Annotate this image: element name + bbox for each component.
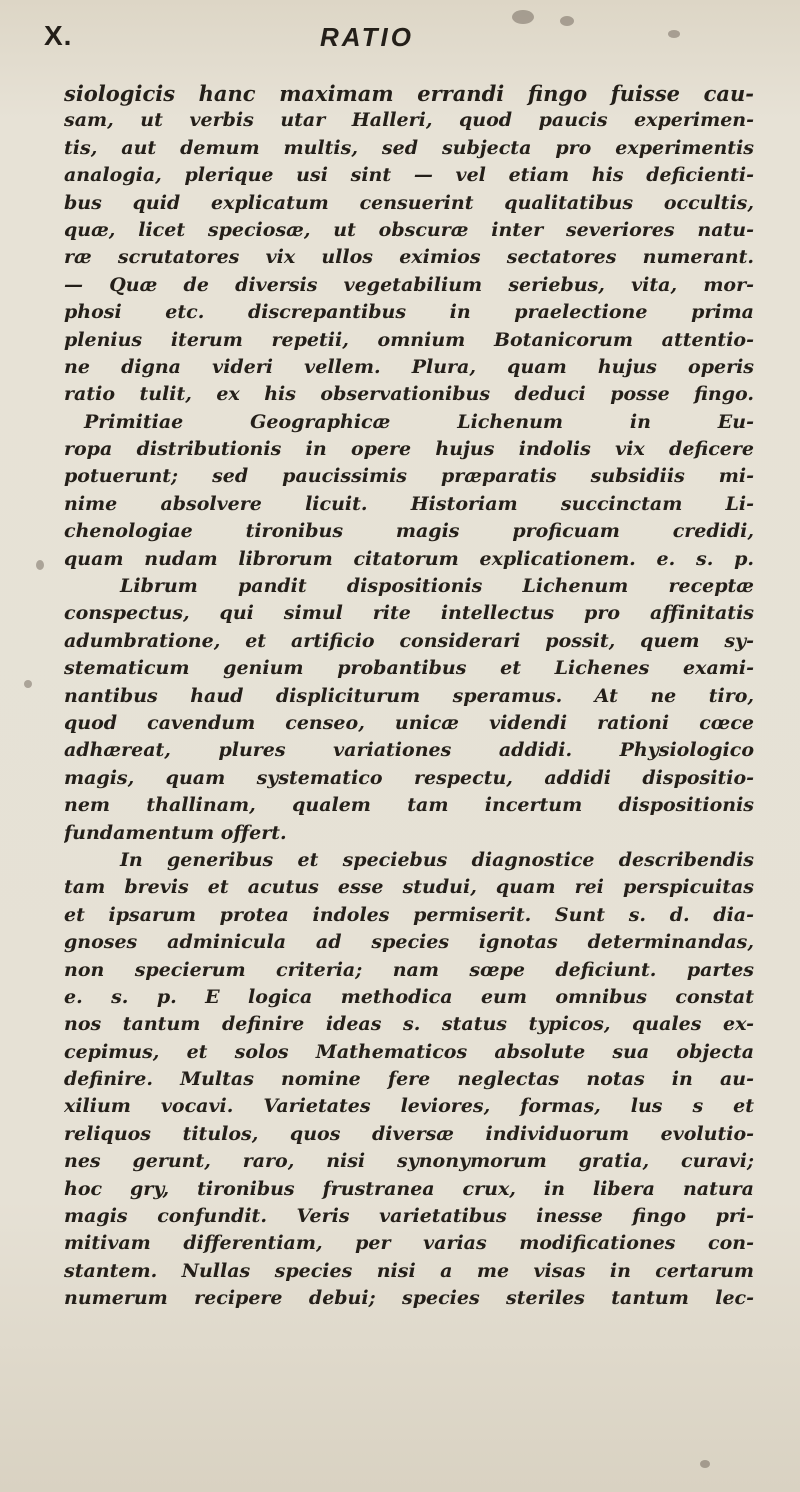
text-line: stantem. Nullas species nisi a me visas in certarum xyxy=(64,1259,754,1282)
text-line: fundamentum offert. xyxy=(64,821,287,844)
paper-stain xyxy=(512,10,534,24)
paper-stain xyxy=(560,16,574,26)
text-line: Librum pandit dispositionis Lichenum receptæ xyxy=(120,575,754,598)
text-line: reliquos titulos, quos diversæ individuorum evolutio- xyxy=(64,1122,754,1145)
text-line: ræ scrutatores vix ullos eximios sectatores numerant. xyxy=(64,246,754,269)
text-line: numerum recipere debui; species steriles tantum lec- xyxy=(64,1287,754,1310)
text-line: mitivam differentiam, per varias modificationes con- xyxy=(64,1232,754,1255)
text-line: ropa distributionis in opere hujus indolis vix deficere xyxy=(64,438,754,461)
text-line: sam, ut verbis utar Halleri, quod paucis experimen- xyxy=(64,109,754,132)
text-line: nime absolvere licuit. Historiam succinctam Li- xyxy=(64,492,754,515)
text-line: Primitiae Geographicæ Lichenum in Eu- xyxy=(84,410,754,433)
text-line: — Quæ de diversis vegetabilium seriebus, vita, mor- xyxy=(64,273,754,296)
text-line: stematicum genium probantibus et Lichenes exami- xyxy=(64,657,754,680)
text-line: quæ, licet speciosæ, ut obscuræ inter severiores natu- xyxy=(64,218,754,241)
text-line: gnoses adminicula ad species ignotas determinandas, xyxy=(64,931,754,954)
text-line: nantibus haud displiciturum speramus. At ne tiro, xyxy=(64,684,754,707)
text-line: magis, quam systematico respectu, addidi dispositio- xyxy=(64,766,754,789)
text-line: ratio tulit, ex his observationibus deduci posse fingo. xyxy=(64,383,754,406)
text-line: siologicis hanc maximam errandi fingo fuisse cau- xyxy=(64,81,754,106)
text-line: potuerunt; sed paucissimis præparatis subsidiis mi- xyxy=(64,465,754,488)
text-line: xilium vocavi. Varietates leviores, formas, lus s et xyxy=(64,1095,754,1118)
body-text xyxy=(64,80,754,1313)
text-line: adhæreat, plures variationes addidi. Physiologico xyxy=(64,739,754,762)
text-line: adumbratione, et artificio considerari possit, quem sy- xyxy=(64,629,754,652)
text-line: nos tantum definire ideas s. status typicos, quales ex- xyxy=(64,1013,754,1036)
text-line: cepimus, et solos Mathematicos absolute sua objecta xyxy=(64,1040,754,1063)
running-title: RATIO xyxy=(320,22,414,52)
text-line: magis confundit. Veris varietatibus inesse fingo pri- xyxy=(64,1205,754,1228)
text-line: nem thallinam, qualem tam incertum dispositionis xyxy=(64,794,754,817)
running-head xyxy=(0,18,800,68)
text-line: conspectus, qui simul rite intellectus pro affinitatis xyxy=(64,602,754,625)
text-line: et ipsarum protea indoles permiserit. Sunt s. d. dia- xyxy=(64,903,754,926)
text-line: tam brevis et acutus esse studui, quam rei perspicuitas xyxy=(64,876,754,899)
text-line: quod cavendum censeo, unicæ videndi rationi cœce xyxy=(64,711,754,734)
paper-stain xyxy=(668,30,680,38)
paper-stain xyxy=(36,560,44,570)
text-line: chenologiae tironibus magis proficuam credidi, xyxy=(64,520,754,543)
text-line: tis, aut demum multis, sed subjecta pro experimentis xyxy=(64,136,754,159)
paper-stain xyxy=(700,1460,710,1468)
text-line: hoc gry, tironibus frustranea crux, in libera natura xyxy=(64,1177,754,1200)
page-number: X. xyxy=(44,20,73,51)
text-line: nes gerunt, raro, nisi synonymorum gratia, curavi; xyxy=(64,1150,754,1173)
text-line: phosi etc. discrepantibus in praelectione prima xyxy=(64,301,754,324)
text-line: bus quid explicatum censuerint qualitatibus occultis, xyxy=(64,191,754,214)
paper-stain xyxy=(24,680,32,688)
text-line: ne digna videri vellem. Plura, quam hujus operis xyxy=(64,355,754,378)
text-line: non specierum criteria; nam sœpe deficiunt. partes xyxy=(64,958,754,981)
text-line: analogia, plerique usi sint — vel etiam his deficienti- xyxy=(64,164,754,187)
text-line: e. s. p. E logica methodica eum omnibus constat xyxy=(64,985,754,1008)
text-line: definire. Multas nomine fere neglectas notas in au- xyxy=(64,1068,754,1091)
text-line: plenius iterum repetii, omnium Botanicorum attentio- xyxy=(64,328,754,351)
text-line: quam nudam librorum citatorum explicationem. e. s. p. xyxy=(64,547,754,570)
text-line: In generibus et speciebus diagnostice describendis xyxy=(120,848,754,871)
